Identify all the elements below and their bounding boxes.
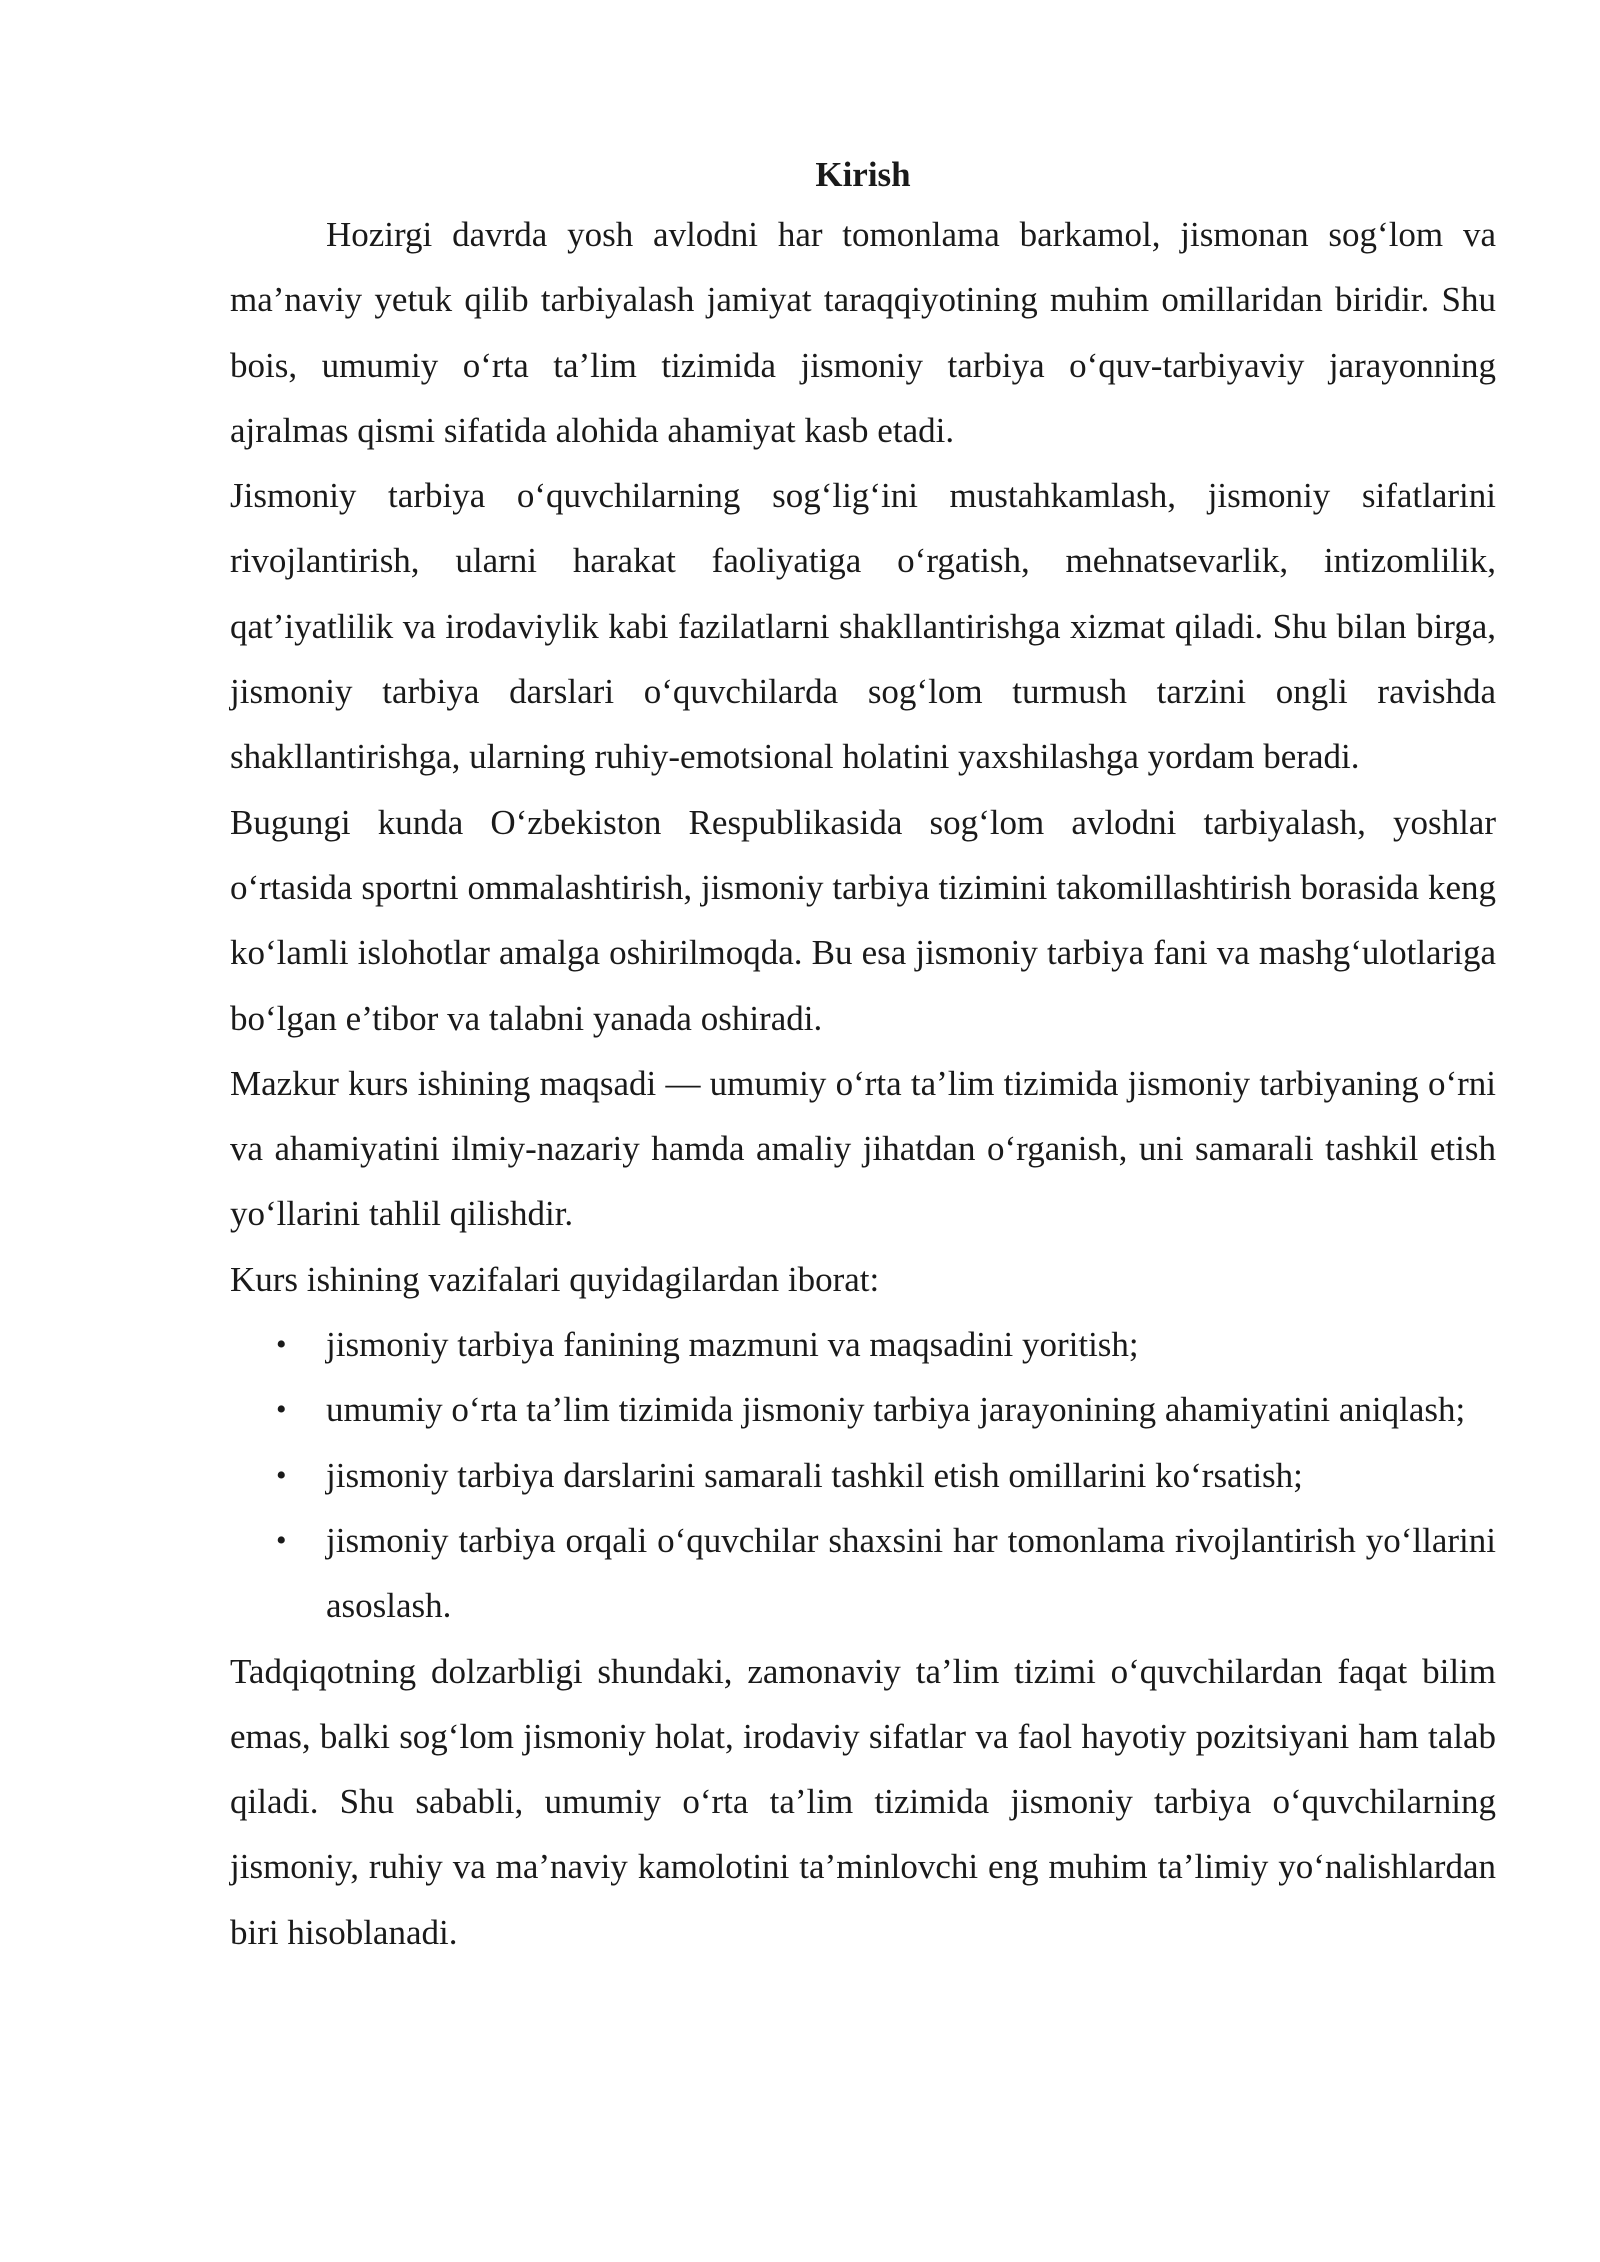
bullet-icon: • xyxy=(276,1458,287,1492)
bullet-icon: • xyxy=(276,1523,287,1557)
paragraph-physical-education-role: Jismoniy tarbiya o‘quvchilarning sog‘lig‘ini mustahkamlash, jismoniy sifatlarini rivojlantirish, ularni harakat faoliyatiga o‘rgatish, mehnatsevarlik, intizomlilik, qat’iyatlilik va irodaviylik kabi fazilatlarni shakllantirishga xizmat qiladi. Shu bilan birga, jismoniy tarbiya darslari o‘quvchilarda sog‘lom turmush tarzini ongli ravishda shakllantirishga, ularning ruhiy-emotsional holatini yaxshilashga yordam beradi. xyxy=(230,476,1496,777)
paragraph-relevance: Tadqiqotning dolzarbligi shundaki, zamonaviy ta’lim tizimi o‘quvchilardan faqat bilim emas, balki sog‘lom jismoniy holat, irodaviy sifatlar va faol hayotiy pozitsiyani ham talab qiladi. Shu sababli, umumiy o‘rta ta’lim tizimida jismoniy tarbiya o‘quvchilarning jismoniy, ruhiy va ma’naviy kamolotini ta’minlovchi eng muhim ta’limiy yo‘nalishlardan biri hisoblanadi. xyxy=(230,1651,1496,1952)
task-text: jismoniy tarbiya fanining mazmuni va maqsadini yoritish; xyxy=(326,1325,1139,1365)
bullet-icon: • xyxy=(276,1393,287,1427)
task-text: jismoniy tarbiya orqali o‘quvchilar shaxsini har tomonlama rivojlantirish yo‘llarini asoslash. xyxy=(326,1520,1496,1626)
paragraph-tasks-intro: Kurs ishining vazifalari quyidagilardan iborat: xyxy=(230,1259,880,1299)
list-item xyxy=(230,1312,1496,1377)
list-item xyxy=(230,1508,1496,1639)
list-item xyxy=(230,1443,1496,1508)
paragraph-course-goal: Mazkur kurs ishining maqsadi — umumiy o‘rta ta’lim tizimida jismoniy tarbiyaning o‘rni va ahamiyatini ilmiy-nazariy hamda amaliy jihatdan o‘rganish, uni samarali tashkil etish yo‘llarini tahlil qilishdir. xyxy=(230,1063,1496,1234)
task-text: umumiy o‘rta ta’lim tizimida jismoniy tarbiya jarayonining ahamiyatini aniqlash; xyxy=(326,1390,1466,1430)
document-body xyxy=(230,148,1496,1965)
paragraph-reforms: Bugungi kunda O‘zbekiston Respublikasida sog‘lom avlodni tarbiyalash, yoshlar o‘rtasida sportni ommalashtirish, jismoniy tarbiya tizimini takomillashtirish borasida keng ko‘lamli islohotlar amalga oshirilmoqda. Bu esa jismoniy tarbiya fani va mashg‘ulotlariga bo‘lgan e’tibor va talabni yanada oshiradi. xyxy=(230,802,1496,1038)
document-title: Kirish xyxy=(815,155,911,194)
bullet-icon: • xyxy=(276,1328,287,1362)
task-text: jismoniy tarbiya darslarini samarali tashkil etish omillarini ko‘rsatish; xyxy=(326,1455,1303,1495)
paragraph-intro: Hozirgi davrda yosh avlodni har tomonlama barkamol, jismonan sog‘lom va ma’naviy yetuk qilib tarbiyalash jamiyat taraqqiyotining muhim omillaridan biridir. Shu bois, umumiy o‘rta ta’lim tizimida jismoniy tarbiya o‘quv-tarbiyaviy jarayonning ajralmas qismi sifatida alohida ahamiyat kasb etadi. xyxy=(230,215,1496,450)
tasks-list xyxy=(230,1312,1496,1638)
list-item xyxy=(230,1377,1496,1442)
